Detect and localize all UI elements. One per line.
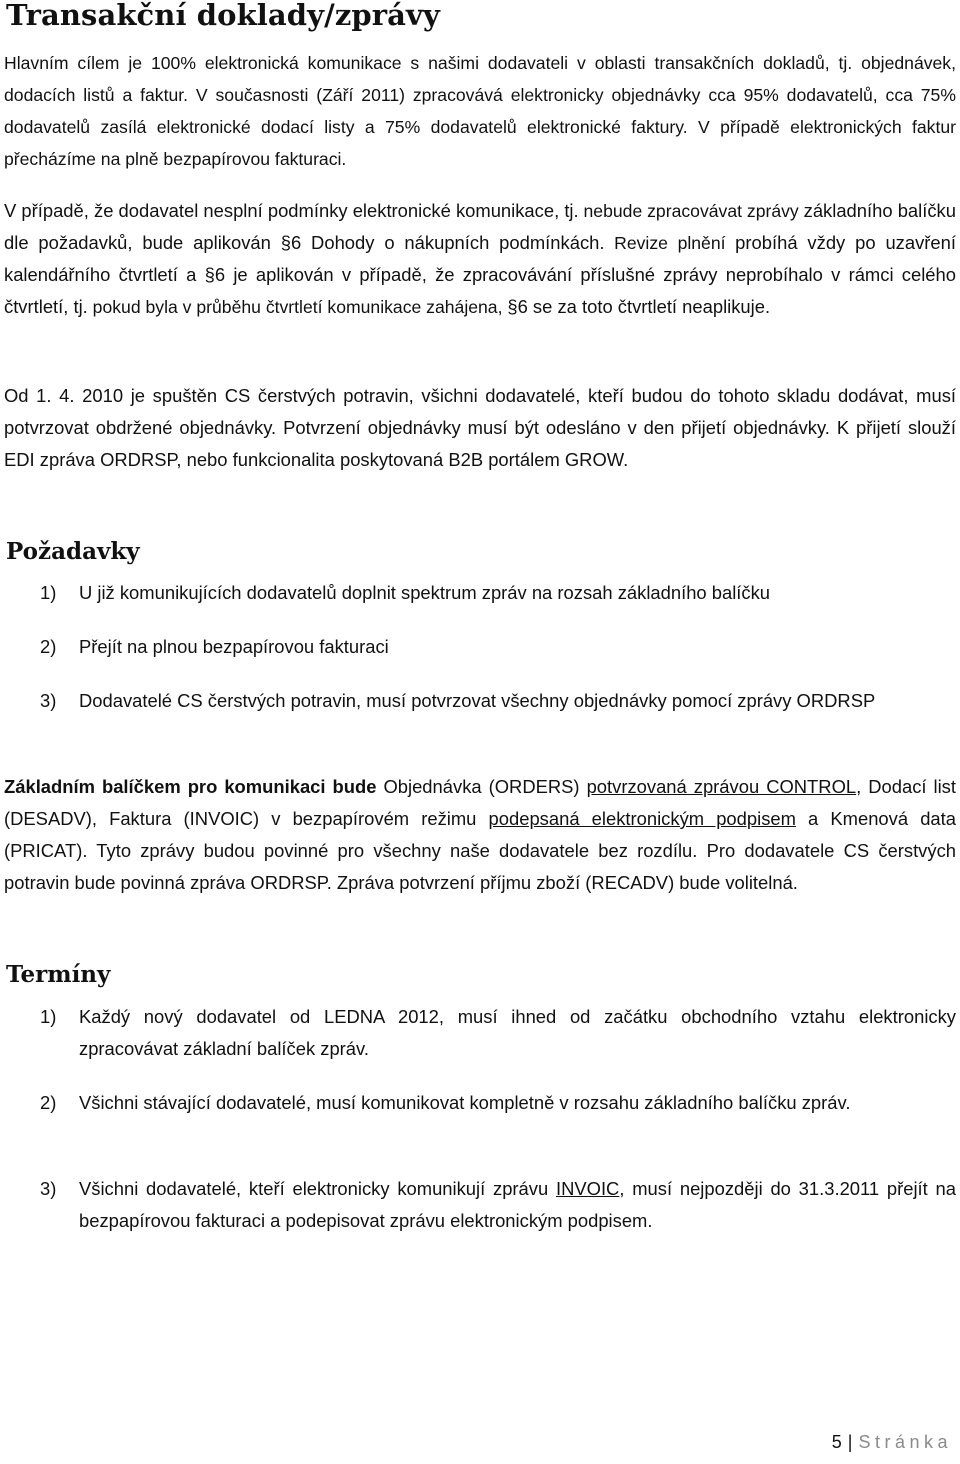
basic-package-text-3: a Kmenová data (PRICAT). Tyto zprávy budou povinné pro všechny naše dodavatele bez rozdílu. Pro dodavatele CS čerstvých potravin bude povinná zpráva ORDRSP. Zpráva potvrzení příjmu zboží (RECADV) bude volitelná.: [4, 808, 956, 893]
sanctions-text-4: Revize plnění: [604, 233, 736, 253]
list-number: 3): [40, 690, 57, 711]
list-number: 2): [40, 636, 57, 657]
basic-package-text-1: Objednávka (ORDERS): [376, 776, 587, 797]
list-item-text: [79, 1173, 956, 1237]
intro-paragraph: [4, 47, 956, 175]
list-item-text: U již komunikujících dodavatelů doplnit spektrum zpráv na rozsah základního balíčku: [79, 582, 771, 603]
deadline-text-after: , musí nejpozději do 31.3.2011 přejít na bezpapírovou fakturaci a podepisovat zprávu elektronickým podpisem.: [79, 1178, 956, 1231]
sanctions-text-2: nebude zpracovávat zprávy: [578, 201, 804, 221]
page-title: Transakční doklady/zprávy: [6, 0, 440, 32]
basic-package-text-2: , Dodací list (DESADV), Faktura (INVOIC) v bezpapírovém režimu: [4, 776, 956, 829]
list-number: 2): [40, 1092, 57, 1113]
requirement-item: [40, 685, 956, 717]
intro-text-fakturace: V případě elektronických faktur přecházíme na plně bezpapírovou fakturaci.: [4, 117, 957, 169]
sanctions-text-3: základního balíčku dle požadavků, bude aplikován §6 Dohody o nákupních podmínkách.: [4, 200, 956, 253]
requirement-item: [40, 577, 956, 609]
deadline-text-before: Všichni dodavatelé, kteří elektronicky komunikují zprávu: [79, 1178, 556, 1199]
list-item-text: Přejít na plnou bezpapírovou fakturaci: [79, 636, 389, 657]
invoic-link[interactable]: INVOIC: [555, 1178, 620, 1199]
deadlines-heading: Termíny: [6, 961, 111, 988]
deadline-item: [40, 1087, 956, 1119]
control-link[interactable]: potvrzovaná zprávou CONTROL: [586, 776, 857, 797]
list-item-text: Dodavatelé CS čerstvých potravin, musí potvrzovat všechny objednávky pomocí zprávy ORDRSP: [79, 690, 876, 711]
intro-text: Hlavním cílem je 100% elektronická komunikace s našimi dodavateli v oblasti transakčních dokladů, tj. objednávek, dodacích listů a faktur. V současnosti (Září 2011) zpracovává elektronicky objednávky cca 95% dodavatelů, cca 75% dodavatelů zasílá elektronické dodací listy a 75% dodavatelů elektronické faktury.: [4, 53, 956, 137]
list-item-text: Každý nový dodavatel od LEDNA 2012, musí ihned od začátku obchodního vztahu elektronicky zpracovávat základní balíček zpráv.: [79, 1006, 956, 1059]
list-item-text: Všichni stávající dodavatelé, musí komunikovat kompletně v rozsahu základního balíčku zpráv.: [79, 1092, 851, 1113]
list-number: 1): [40, 582, 57, 603]
basic-package-lead: Základním balíčkem pro komunikaci bude: [4, 776, 377, 797]
list-number: 1): [40, 1006, 57, 1027]
deadline-item: [40, 1173, 956, 1237]
list-number: 3): [40, 1178, 57, 1199]
sanctions-text-5: probíhá vždy po uzavření kalendářního čtvrtletí a §6 je aplikován v případě, že zpracovávání příslušné zprávy neprobíhalo v rámci celého čtvrtletí, tj.: [4, 232, 956, 317]
deadline-item: [40, 1001, 956, 1065]
requirements-heading: Požadavky: [6, 538, 140, 565]
footer-page-label: Stránka: [858, 1432, 952, 1452]
requirement-item: [40, 631, 956, 663]
fresh-food-paragraph: Od 1. 4. 2010 je spuštěn CS čerstvých potravin, všichni dodavatelé, kteří budou do tohoto skladu dodávat, musí potvrzovat obdržené objednávky. Potvrzení objednávky musí být odesláno v den přijetí objednávky. K přijetí slouží EDI zpráva ORDRSP, nebo funkcionalita poskytovaná B2B portálem GROW.: [4, 385, 956, 470]
footer-separator: |: [847, 1432, 853, 1452]
e-signature-link[interactable]: podepsaná elektronickým podpisem: [488, 808, 796, 829]
sanctions-paragraph: [4, 195, 956, 323]
basic-package-paragraph: [4, 771, 956, 899]
sanctions-text-6: pokud byla v průběhu čtvrtletí komunikace zahájena,: [87, 297, 508, 317]
page-footer: [832, 1432, 952, 1453]
sanctions-text-7: §6 se za toto čtvrtletí neaplikuje.: [507, 296, 771, 317]
sanctions-text-1: V případě, že dodavatel nesplní podmínky elektronické komunikace, tj.: [4, 200, 579, 221]
page-number: 5: [831, 1432, 842, 1452]
